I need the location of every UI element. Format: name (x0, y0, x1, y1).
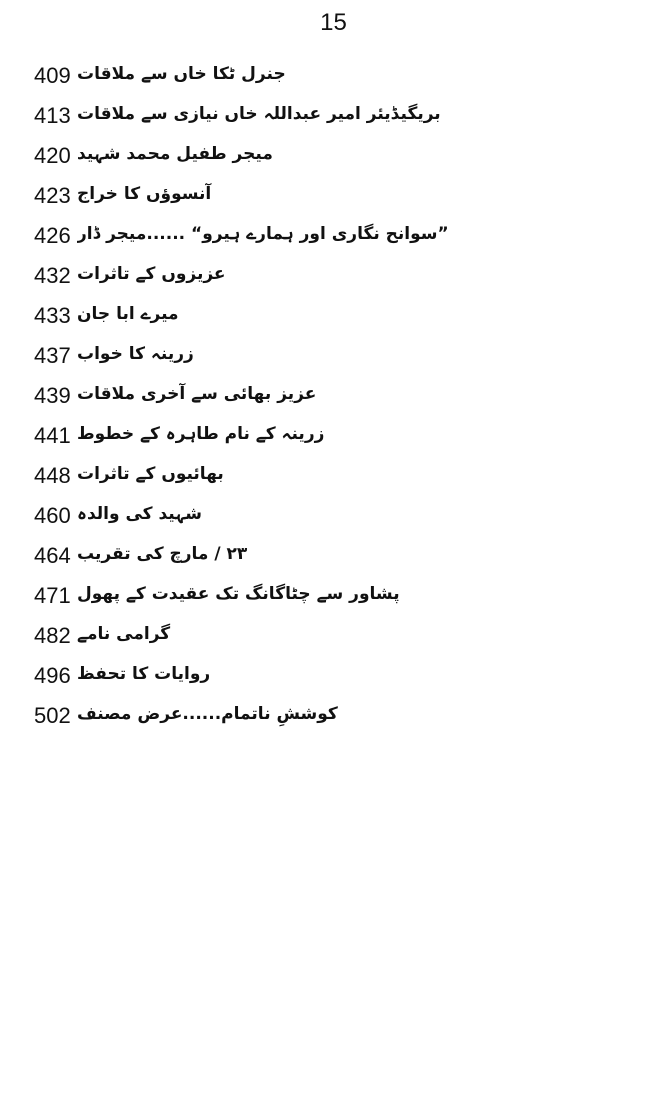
toc-title: بھائیوں کے تاثرات (77, 464, 224, 484)
toc-page-number: 420 (34, 143, 71, 168)
toc-page-number: 409 (34, 63, 71, 88)
toc-row (0, 415, 667, 455)
toc-row (0, 215, 667, 255)
toc-page-number: 502 (34, 703, 71, 728)
toc-page-number: 437 (34, 343, 71, 368)
toc-row (0, 55, 667, 95)
toc-title: بریگیڈیئر امیر عبداللہ خاں نیازی سے ملاقات (77, 104, 441, 124)
page-number: 15 (320, 9, 347, 36)
toc-title: میجر طفیل محمد شہید (77, 144, 273, 164)
toc-page-number: 482 (34, 623, 71, 648)
toc-title: کوششِ ناتمام......عرض مصنف (77, 704, 338, 724)
toc-title: زرینہ کے نام طاہرہ کے خطوط (77, 424, 325, 444)
toc-row (0, 135, 667, 175)
table-of-contents (0, 55, 667, 735)
toc-row (0, 95, 667, 135)
toc-row (0, 615, 667, 655)
toc-page-number: 441 (34, 423, 71, 448)
toc-title: روایات کا تحفظ (77, 664, 211, 684)
toc-row (0, 455, 667, 495)
toc-row (0, 295, 667, 335)
toc-page-number: 460 (34, 503, 71, 528)
toc-title: میرے ابا جان (77, 304, 179, 324)
toc-row (0, 535, 667, 575)
toc-row (0, 495, 667, 535)
toc-row (0, 375, 667, 415)
toc-row (0, 255, 667, 295)
toc-title: جنرل ٹکا خاں سے ملاقات (77, 64, 286, 84)
toc-row (0, 655, 667, 695)
toc-title: عزیزوں کے تاثرات (77, 264, 226, 284)
toc-page-number: 448 (34, 463, 71, 488)
toc-page-number: 432 (34, 263, 71, 288)
toc-row (0, 695, 667, 735)
toc-title: عزیز بھائی سے آخری ملاقات (77, 384, 317, 404)
toc-page-number: 423 (34, 183, 71, 208)
toc-title: شہید کی والدہ (77, 504, 202, 524)
toc-title: آنسوؤں کا خراج (77, 184, 212, 204)
toc-row (0, 175, 667, 215)
toc-page-number: 496 (34, 663, 71, 688)
toc-page-number: 426 (34, 223, 71, 248)
toc-row (0, 335, 667, 375)
toc-title: ”سوانح نگاری اور ہمارے ہیرو“ ......میجر ڈار (77, 224, 449, 244)
toc-page-number: 413 (34, 103, 71, 128)
toc-title: زرینہ کا خواب (77, 344, 194, 364)
toc-page-number: 439 (34, 383, 71, 408)
toc-page-number: 433 (34, 303, 71, 328)
toc-row (0, 575, 667, 615)
toc-title: ۲۳ / مارچ کی تقریب (77, 544, 248, 564)
toc-title: گرامی نامے (77, 624, 171, 644)
toc-page-number: 464 (34, 543, 71, 568)
toc-title: پشاور سے چٹاگانگ تک عقیدت کے پھول (77, 584, 400, 604)
toc-page-number: 471 (34, 583, 71, 608)
